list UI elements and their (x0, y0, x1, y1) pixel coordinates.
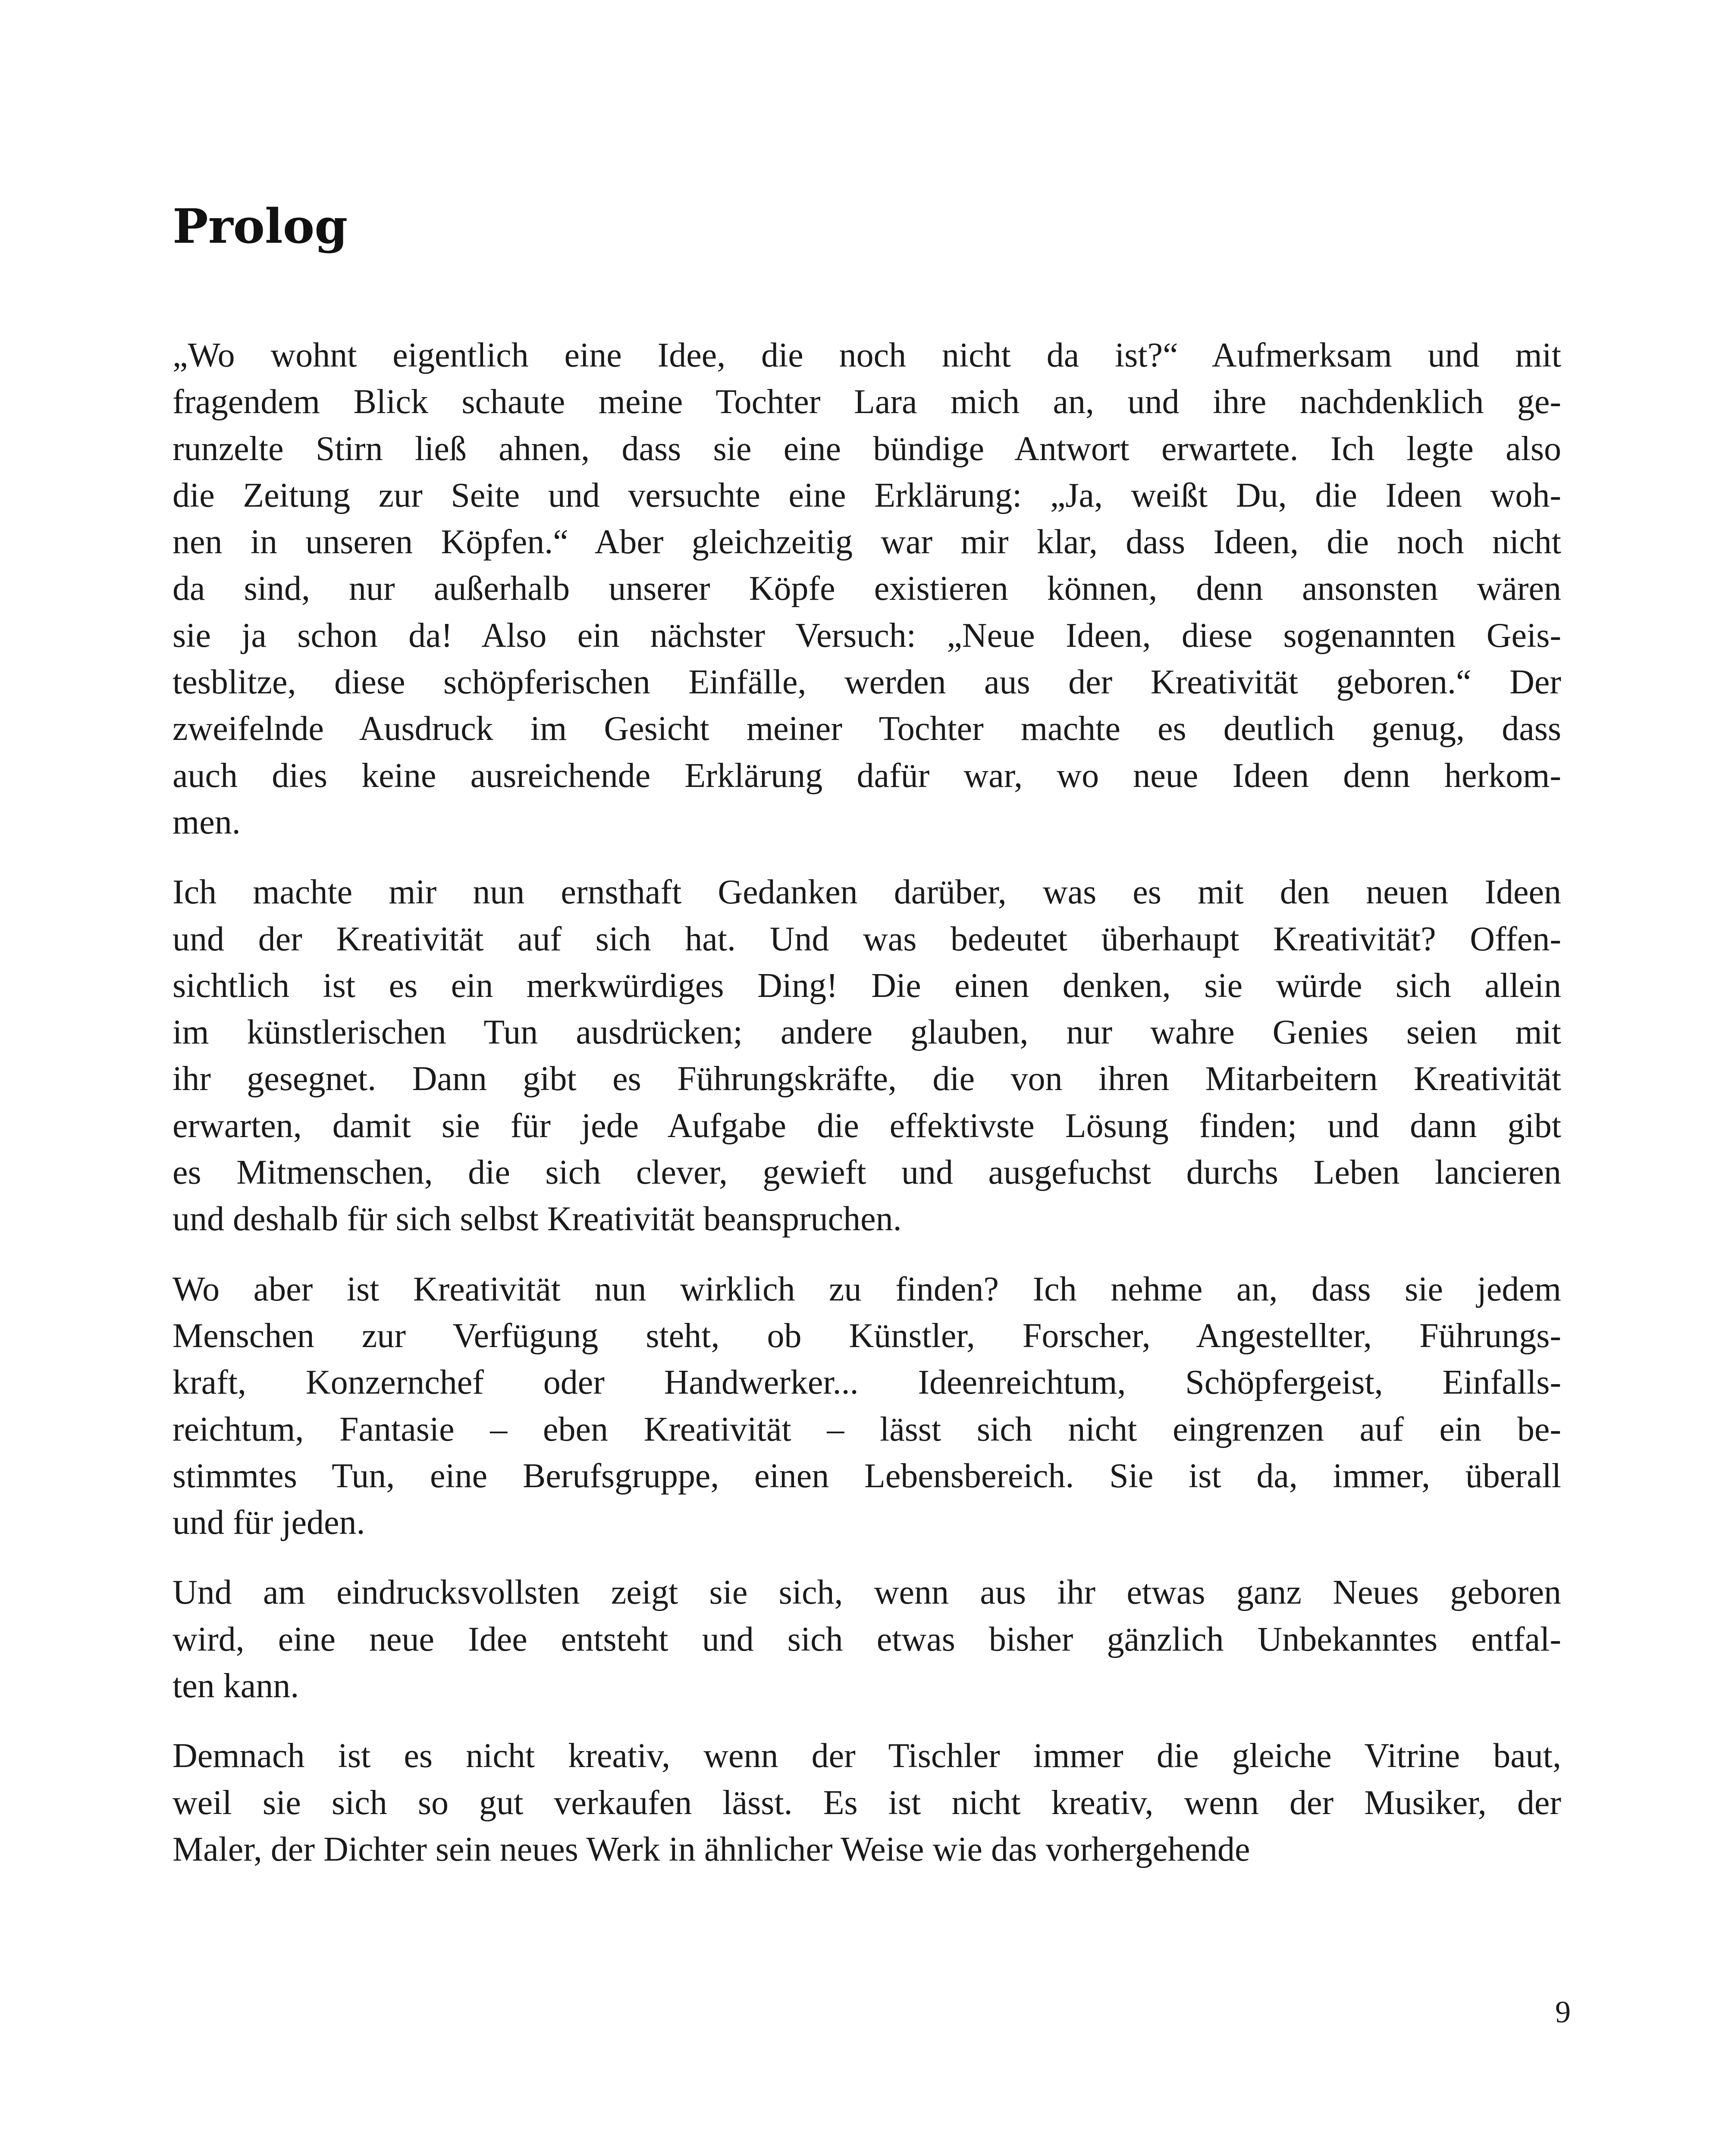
text-line: reichtum, Fantasie – eben Kreativität – lässt sich nicht eingrenzen auf ein be- (173, 1410, 1561, 1448)
text-line: und der Kreativität auf sich hat. Und was bedeutet überhaupt Kreativität? Offen- (173, 920, 1561, 958)
text-line: Menschen zur Verfügung steht, ob Künstler, Forscher, Angestellter, Führungs- (173, 1316, 1561, 1355)
text-line: runzelte Stirn ließ ahnen, dass sie eine bündige Antwort erwartete. Ich legte also (173, 429, 1561, 468)
text-line: Ich machte mir nun ernsthaft Gedanken darüber, was es mit den neuen Ideen (173, 873, 1561, 912)
text-line: stimmtes Tun, eine Berufsgruppe, einen Lebensbereich. Sie ist da, immer, überall (173, 1457, 1561, 1495)
text-line: Demnach ist es nicht kreativ, wenn der Tischler immer die gleiche Vitrine baut, (173, 1737, 1561, 1775)
text-line: es Mitmenschen, die sich clever, gewieft und ausgefuchst durchs Leben lancieren (173, 1153, 1561, 1192)
text-line: sichtlich ist es ein merkwürdiges Ding! Die einen denken, sie würde sich allein (173, 966, 1561, 1005)
text-line: da sind, nur außerhalb unserer Köpfe existieren können, denn ansonsten wären (173, 570, 1561, 608)
text-line: nen in unseren Köpfen.“ Aber gleichzeitig war mir klar, dass Ideen, die noch nicht (173, 523, 1561, 561)
text-line: Und am eindrucksvollsten zeigt sie sich, wenn aus ihr etwas ganz Neues geboren (173, 1573, 1561, 1612)
text-line: auch dies keine ausreichende Erklärung dafür war, wo neue Ideen denn herkom- (173, 756, 1561, 795)
text-line: erwarten, damit sie für jede Aufgabe die effektivste Lösung finden; und dann gibt (173, 1106, 1561, 1145)
text-line: fragendem Blick schaute meine Tochter Lara mich an, und ihre nachdenklich ge- (173, 383, 1561, 421)
chapter-heading: Prolog (173, 198, 348, 254)
text-line: ihr gesegnet. Dann gibt es Führungskräfte, die von ihren Mitarbeitern Kreativität (173, 1060, 1561, 1098)
page-number: 9 (1555, 1995, 1571, 2029)
text-line: sie ja schon da! Also ein nächster Versuch: „Neue Ideen, diese sogenannten Geis- (173, 616, 1561, 655)
body-text (173, 332, 1561, 1896)
text-line: tesblitze, diese schöpferischen Einfälle, werden aus der Kreativität geboren.“ Der (173, 663, 1561, 702)
text-line: und deshalb für sich selbst Kreativität beanspruchen. (173, 1200, 902, 1238)
paragraph (173, 869, 1561, 1242)
text-line: weil sie sich so gut verkaufen lässt. Es ist nicht kreativ, wenn der Musiker, der (173, 1783, 1561, 1822)
text-line: „Wo wohnt eigentlich eine Idee, die noch nicht da ist?“ Aufmerksam und mit (173, 336, 1561, 374)
text-line: die Zeitung zur Seite und versuchte eine Erklärung: „Ja, weißt Du, die Ideen woh- (173, 476, 1561, 514)
paragraph (173, 332, 1561, 846)
text-line: zweifelnde Ausdruck im Gesicht meiner Tochter machte es deutlich genug, dass (173, 710, 1561, 748)
paragraph (173, 1266, 1561, 1546)
text-line: und für jeden. (173, 1504, 365, 1542)
paragraph (173, 1569, 1561, 1709)
text-line: men. (173, 803, 241, 841)
text-line: wird, eine neue Idee entsteht und sich etwas bisher gänzlich Unbekanntes entfal- (173, 1620, 1561, 1658)
text-line: Maler, der Dichter sein neues Werk in ähnlicher Weise wie das vorhergehende (173, 1830, 1250, 1868)
text-line: ten kann. (173, 1667, 299, 1705)
text-line: kraft, Konzernchef oder Handwerker... Ideenreichtum, Schöpfergeist, Einfalls- (173, 1363, 1561, 1402)
text-line: Wo aber ist Kreativität nun wirklich zu finden? Ich nehme an, dass sie jedem (173, 1270, 1561, 1308)
text-line: im künstlerischen Tun ausdrücken; andere glauben, nur wahre Genies seien mit (173, 1013, 1561, 1052)
paragraph (173, 1733, 1561, 1873)
